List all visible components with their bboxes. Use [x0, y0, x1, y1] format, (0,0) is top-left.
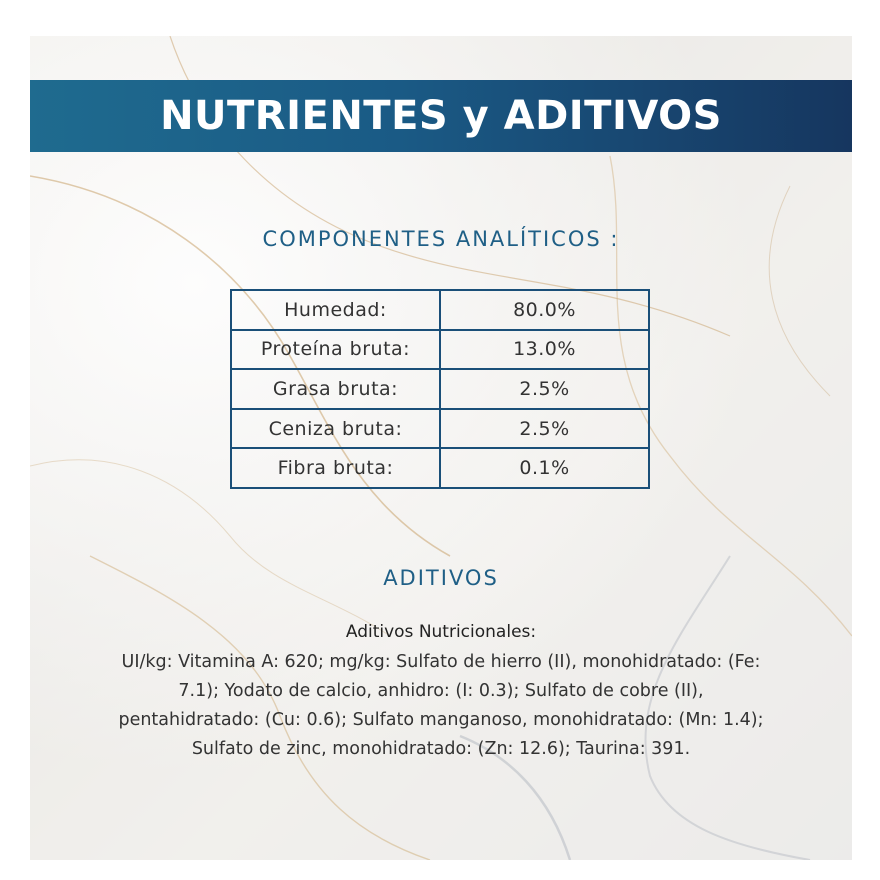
nutritional-additives-subheading: Aditivos Nutricionales: — [345, 622, 537, 642]
marble-panel — [30, 36, 852, 860]
table-cell-value: 2.5% — [519, 417, 570, 440]
table-cell-value: 13.0% — [513, 338, 576, 361]
additives-heading: ADITIVOS — [383, 566, 499, 590]
table-cell-value: 2.5% — [519, 377, 570, 400]
table-cell-value: 80.0% — [513, 298, 576, 321]
table-cell-label: Humedad: — [232, 291, 441, 329]
table-cell-label: Grasa bruta: — [232, 370, 441, 408]
analytical-components-heading: COMPONENTES ANALÍTICOS : — [262, 227, 620, 251]
analytical-table — [230, 289, 650, 489]
page-title: NUTRIENTES y ADITIVOS — [160, 93, 722, 139]
table-row — [232, 449, 648, 487]
additives-description: UI/kg: Vitamina A: 620; mg/kg: Sulfato de hierro (II), monohidratado: (Fe: 7.1); Yodato de calcio, anhidro: (I: 0.3); Sulfato de cobre (II), pentahidratado: (Cu: 0.6); Sulfato manganoso, monohidratado: (Mn: 1.4); Sulfato de zinc, monohidratado: (Zn: 12.6); Taurina: 391. — [118, 652, 764, 759]
table-cell-label: Ceniza bruta: — [232, 410, 441, 448]
table-row — [232, 410, 648, 450]
table-cell-value: 0.1% — [519, 457, 570, 480]
table-cell-label: Fibra bruta: — [232, 449, 441, 487]
table-row — [232, 331, 648, 371]
title-banner — [30, 80, 852, 152]
table-row — [232, 291, 648, 331]
table-row — [232, 370, 648, 410]
table-cell-label: Proteína bruta: — [232, 331, 441, 369]
